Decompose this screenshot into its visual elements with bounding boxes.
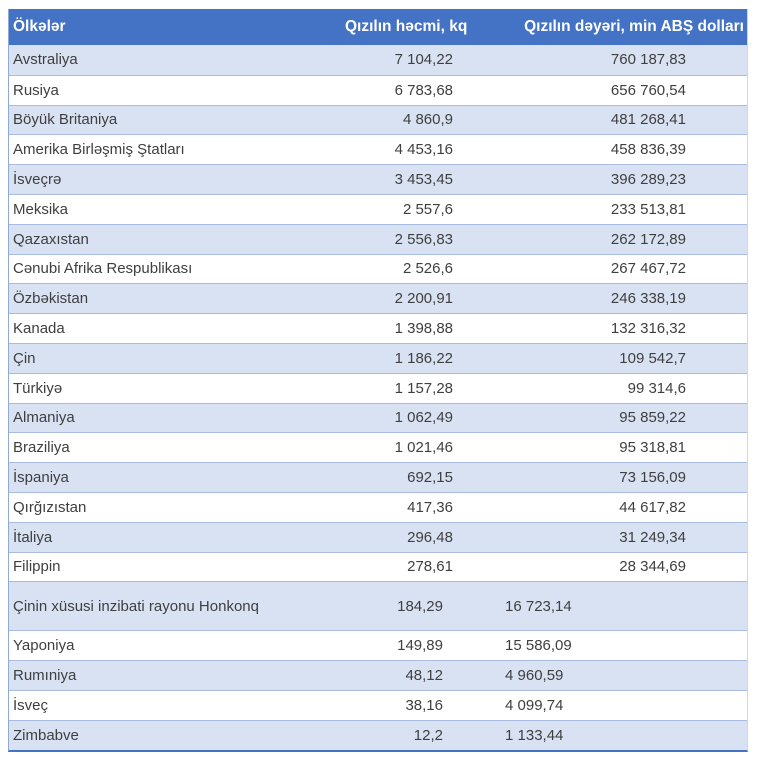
volume-cell: 4 453,16 [394,141,453,159]
volume-cell: 2 556,83 [394,230,453,248]
header-col-gold-value: Qızılın dəyəri, min ABŞ dolları [524,18,744,35]
volume-cell: 184,29 [397,597,443,615]
value-cell: 132 316,32 [610,320,686,338]
volume-cell: 2 200,91 [394,290,453,308]
volume-cell: 3 453,45 [394,171,453,189]
value-cell: 760 187,83 [610,51,686,69]
table-row [9,194,747,224]
value-cell: 246 338,19 [610,290,686,308]
volume-cell: 4 860,9 [402,111,453,129]
value-cell: 15 586,09 [505,637,572,655]
country-cell: Almaniya [13,409,75,427]
value-cell: 262 172,89 [610,230,686,248]
value-cell: 95 859,22 [619,409,686,427]
volume-cell: 149,89 [397,637,443,655]
volume-cell: 2 557,6 [402,200,453,218]
country-cell: Yaponiya [13,637,75,655]
country-cell: Amerika Birləşmiş Ştatları [13,141,185,159]
volume-cell: 278,61 [407,558,453,576]
volume-cell: 2 526,6 [402,260,453,278]
value-cell: 656 760,54 [610,81,686,99]
country-cell: Zimbabve [13,727,79,745]
country-cell: Meksika [13,200,69,218]
country-cell: Filippin [13,558,61,576]
value-cell: 4 099,74 [505,697,564,715]
table-header-row [9,9,747,45]
table-row [9,690,747,720]
value-cell: 73 156,09 [619,469,686,487]
table-row [9,522,747,552]
value-cell: 396 289,23 [610,171,686,189]
country-cell: Rusiya [13,81,59,99]
country-cell: Kanada [13,320,65,338]
table-row [9,492,747,522]
country-cell: Çin [13,349,36,367]
volume-cell: 48,12 [405,667,443,685]
country-cell: Özbəkistan [13,290,89,308]
volume-cell: 296,48 [407,528,453,546]
table-row [9,630,747,660]
volume-cell: 12,2 [413,727,443,745]
volume-cell: 1 021,46 [394,439,453,457]
country-cell: Qırğızıstan [13,498,87,516]
value-cell: 28 344,69 [619,558,686,576]
table-row [9,462,747,492]
table-row [9,660,747,690]
value-cell: 233 513,81 [610,200,686,218]
volume-cell: 692,15 [407,469,453,487]
countries-gold-table [8,9,748,752]
table-row [9,134,747,164]
volume-cell: 7 104,22 [394,51,453,69]
country-cell: Böyük Britaniya [13,111,118,129]
country-cell: İsveçrə [13,171,62,189]
table-row [9,720,747,750]
table-row [9,432,747,462]
country-cell: Avstraliya [13,51,78,69]
value-cell: 458 836,39 [610,141,686,159]
volume-cell: 6 783,68 [394,81,453,99]
country-cell: Qazaxıstan [13,230,89,248]
value-cell: 95 318,81 [619,439,686,457]
country-cell: Türkiyə [13,379,63,397]
country-cell: Çinin xüsusi inzibati rayonu Honkonq [13,597,259,615]
country-cell: İspaniya [13,469,69,487]
country-cell: İsveç [13,697,49,715]
table-row [9,75,747,105]
country-cell: Rumıniya [13,667,77,685]
volume-cell: 1 157,28 [394,379,453,397]
country-cell: İtaliya [13,528,53,546]
country-cell: Braziliya [13,439,70,457]
volume-cell: 1 398,88 [394,320,453,338]
table-row [9,552,747,582]
value-cell: 16 723,14 [505,597,572,615]
table-row [9,164,747,194]
volume-cell: 417,36 [407,498,453,516]
table-row [9,224,747,254]
value-cell: 109 542,7 [619,349,686,367]
table-row [9,254,747,284]
volume-cell: 1 186,22 [394,349,453,367]
value-cell: 44 617,82 [619,498,686,516]
table-row [9,373,747,403]
volume-cell: 38,16 [405,697,443,715]
value-cell: 267 467,72 [610,260,686,278]
table-row [9,403,747,433]
table-row [9,283,747,313]
volume-cell: 1 062,49 [394,409,453,427]
header-col-countries: Ölkələr [13,18,66,35]
table-row [9,313,747,343]
value-cell: 31 249,34 [619,528,686,546]
value-cell: 481 268,41 [610,111,686,129]
value-cell: 99 314,6 [627,379,686,397]
country-cell: Cənubi Afrika Respublikası [13,260,193,278]
table-row [9,343,747,373]
table-row [9,581,747,630]
table-row [9,45,747,75]
header-col-gold-volume: Qızılın həcmi, kq [345,18,468,35]
table-body [9,45,747,750]
value-cell: 1 133,44 [505,727,564,745]
value-cell: 4 960,59 [505,667,564,685]
table-row [9,105,747,135]
